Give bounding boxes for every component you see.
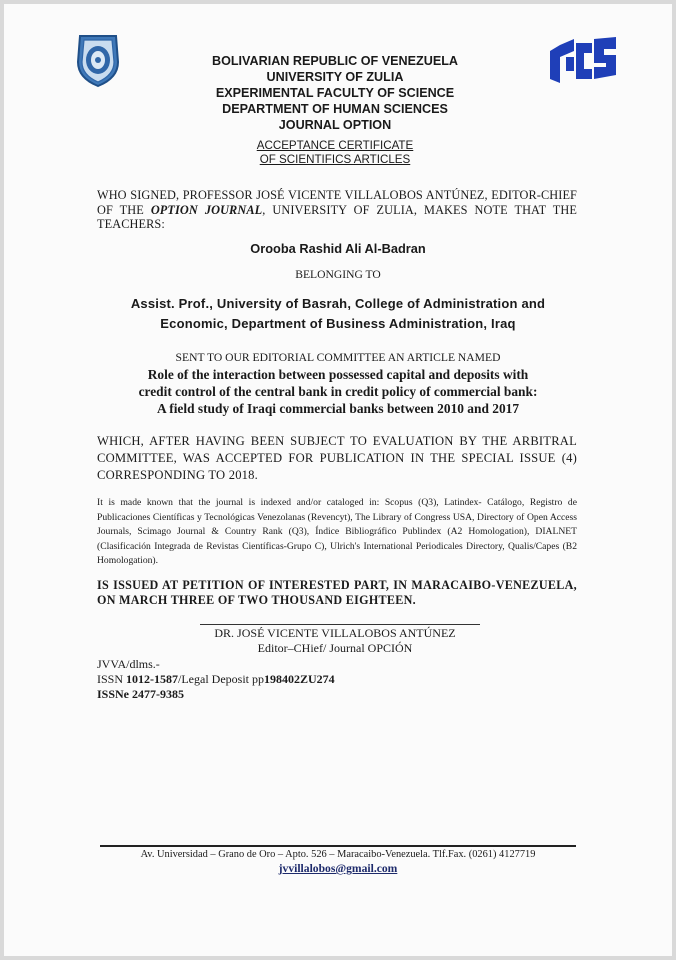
belonging-label: BELONGING TO — [295, 268, 381, 281]
intro-part2: , UNIVERSITY OF ZULIA, MAKES NOTE THAT THE TEACHERS: — [97, 202, 577, 231]
initials: JVVA/dlms.- — [97, 657, 160, 671]
header-department: DEPARTMENT OF HUMAN SCIENCES — [222, 102, 448, 116]
author-name: Orooba Rashid Ali Al-Badran — [250, 241, 426, 256]
certificate-title-line1: ACCEPTANCE CERTIFICATE — [256, 139, 414, 152]
signature-line — [200, 624, 480, 625]
article-title — [60, 366, 616, 417]
affiliation-line1: Assist. Prof., University of Basrah, College of Administration and — [130, 296, 546, 311]
indexing-paragraph: It is made known that the journal is indexed and/or cataloged in: Scopus (Q3), Latindex- Catálogo, Registro de Publicaciones Científicas y Tecnológicas Venezolanas (Revencyt), The Library of Congress USA, Directory of Open Access Journals, Scimago Journal & Country Rank (Q3), Índice Bibliográfico Publindex (A2 Homologation), DIALNET (Clasificación Integrada de Revistas Científicas-Grupo C), Ulrich's International Periodicales Directory, Qualis/Capes (B2 Homologation). — [97, 497, 577, 567]
issued-paragraph: IS ISSUED AT PETITION OF INTERESTED PART, IN MARACAIBO-VENEZUELA, ON MARCH THREE OF TWO THOUSAND EIGHTEEN. — [97, 578, 577, 607]
header-faculty: EXPERIMENTAL FACULTY OF SCIENCE — [215, 86, 455, 100]
intro-part1: WHO SIGNED, PROFESSOR JOSÉ VICENTE VILLALOBOS ANTÚNEZ, EDITOR-CHIEF OF THE — [97, 188, 577, 217]
article-title-line2: credit control of the central bank in credit policy of commercial bank: — [138, 384, 538, 399]
affiliation — [60, 294, 616, 334]
evaluation-paragraph: WHICH, AFTER HAVING BEEN SUBJECT TO EVALUATION BY THE ARBITRAL COMMITTEE, WAS ACCEPTED FOR PUBLICATION IN THE SPECIAL ISSUE (4) CORRESPONDING TO 2018. — [97, 434, 577, 482]
certificate-title — [150, 139, 520, 167]
footer-address: Av. Universidad – Grano de Oro – Apto. 526 – Maracaibo-Venezuela. Tlf.Fax. (0261) 4127719 — [140, 849, 536, 860]
footer-rule — [100, 845, 576, 847]
issne-line: ISSNe 2477-9385 — [97, 687, 185, 701]
header-journal: JOURNAL OPTION — [278, 118, 392, 132]
footer-email-link[interactable]: jvvillalobos@gmail.com — [278, 862, 398, 875]
affiliation-line2: Economic, Department of Business Administration, Iraq — [160, 316, 516, 331]
issn-number: 1012-1587 — [126, 672, 179, 686]
article-title-line1: Role of the interaction between possessed capital and deposits with — [147, 367, 529, 382]
sent-label: SENT TO OUR EDITORIAL COMMITTEE AN ARTICLE NAMED — [175, 351, 501, 364]
institution-header — [150, 53, 520, 133]
article-title-line3: A field study of Iraqi commercial banks between 2010 and 2017 — [156, 401, 520, 416]
header-university: UNIVERSITY OF ZULIA — [266, 70, 404, 84]
issn-line: ISSN 1012-1587/Legal Deposit pp198402ZU274 — [97, 672, 335, 686]
signer-title: Editor–CHief/ Journal OPCIÓN — [257, 641, 413, 655]
header-country: BOLIVARIAN REPUBLIC OF VENEZUELA — [211, 54, 459, 68]
legal-deposit-number: 198402ZU274 — [264, 672, 335, 686]
university-seal-icon — [74, 32, 122, 88]
journal-name: OPTION JOURNAL — [150, 202, 263, 217]
certificate-title-line2: OF SCIENTIFICS ARTICLES — [259, 153, 411, 166]
intro-paragraph — [97, 188, 577, 232]
journal-opcion-logo-icon — [548, 35, 618, 85]
signer-name: DR. JOSÉ VICENTE VILLALOBOS ANTÚNEZ — [214, 626, 456, 640]
reference-block — [97, 657, 335, 702]
